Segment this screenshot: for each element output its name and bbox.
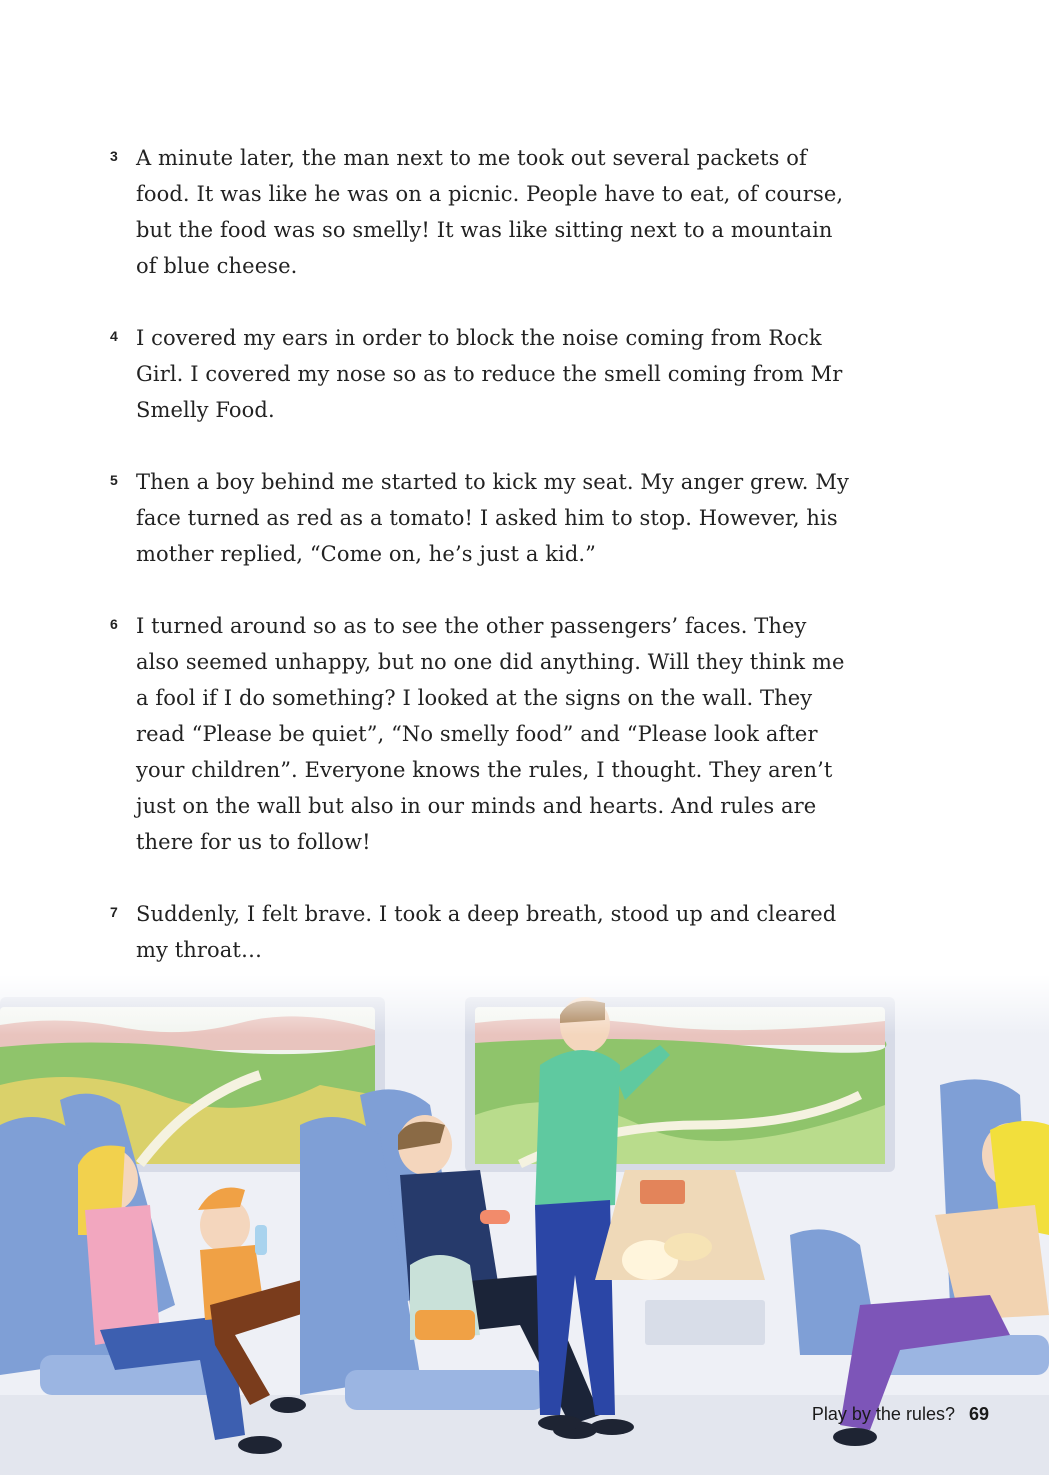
paragraph-4 xyxy=(110,320,850,428)
paragraph-3 xyxy=(110,140,850,284)
paragraph-number: 3 xyxy=(110,148,118,164)
paragraph-text: A minute later, the man next to me took out several packets of food. It was like he was on a picnic. People have to eat, of course, but the food was so smelly! It was like sitting next to a mountain of blue cheese. xyxy=(136,146,844,278)
paragraph-number: 7 xyxy=(110,904,118,920)
story-text xyxy=(110,140,850,1004)
paragraph-text: I turned around so as to see the other passengers’ faces. They also seemed unhappy, but no one did anything. Will they think me a fool if I do something? I looked at the signs on the wall. They read “Please be quiet”, “No smelly food” and “Please look after your children”. Everyone knows the rules, I thought. They aren’t just on the wall but also in our minds and hearts. And rules are there for us to follow! xyxy=(136,614,845,854)
paragraph-7 xyxy=(110,896,850,968)
paragraph-text: Suddenly, I felt brave. I took a deep breath, stood up and cleared my throat… xyxy=(136,902,837,962)
paragraph-text: I covered my ears in order to block the noise coming from Rock Girl. I covered my nose so as to reduce the smell coming from Mr Smelly Food. xyxy=(136,326,843,422)
page-number: 69 xyxy=(968,1404,989,1424)
paragraph-number: 4 xyxy=(110,328,118,344)
paragraph-number: 6 xyxy=(110,616,118,632)
paragraph-number: 5 xyxy=(110,472,118,488)
page-footer xyxy=(812,1404,989,1425)
train-illustration xyxy=(0,975,1049,1475)
paragraph-6 xyxy=(110,608,850,860)
running-title: Play by the rules? xyxy=(811,1404,955,1424)
paragraph-5 xyxy=(110,464,850,572)
paragraph-text: Then a boy behind me started to kick my seat. My anger grew. My face turned as red as a tomato! I asked him to stop. However, his mother replied, “Come on, he’s just a kid.” xyxy=(136,470,849,566)
top-fade xyxy=(0,975,1049,1475)
